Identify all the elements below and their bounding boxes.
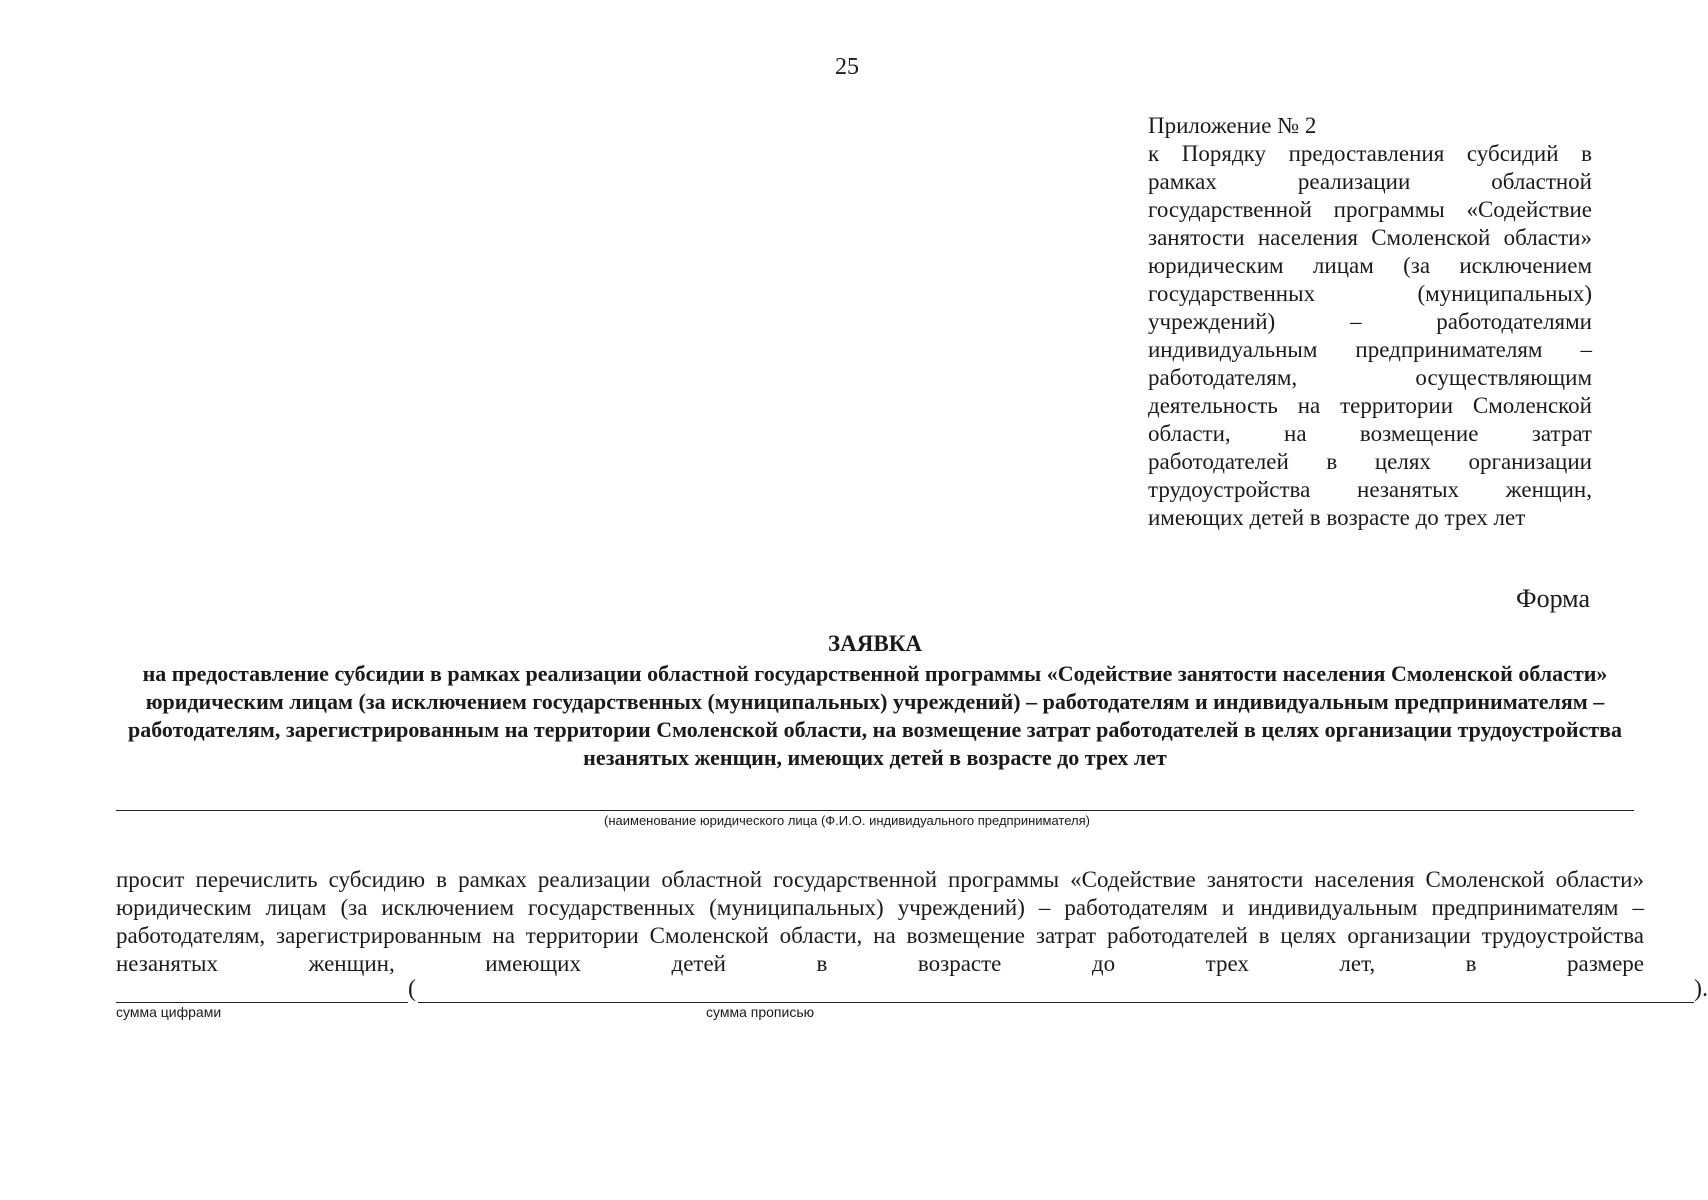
open-paren: ( <box>408 976 416 1002</box>
page-number: 25 <box>835 54 859 80</box>
applicant-name-caption: (наименование юридического лица (Ф.И.О. индивидуального предпринимателя) <box>604 813 1090 828</box>
sum-row <box>116 976 1708 1006</box>
sum-words-line[interactable] <box>418 1002 1694 1003</box>
sum-digits-line[interactable] <box>116 1002 408 1003</box>
heading-subtitle: на предоставление субсидии в рамках реализации областной государственной программы «Содействие занятости населения Смоленской области» юридическим лицам (за исключением государственных (муниципальных) учреждений) – работодателям и индивидуальным предпринимателям – работодателям, зарегистрированным на территории Смоленской области, на возмещение затрат работодателей в целях организации трудоустройства незанятых женщин, имеющих детей в возрасте до трех лет <box>127 661 1623 770</box>
appendix-block <box>1148 112 1592 532</box>
sum-digits-caption: сумма цифрами <box>116 1004 222 1020</box>
appendix-text: к Порядку предоставления субсидий в рамках реализации областной государственной программы «Содействие занятости населения Смоленской области» юридическим лицам (за исключением государственных (муниципальных) учреждений) – работодателями индивидуальным предпринимателям – работодателям, осуществляющим деятельность на территории Смоленской области, на возмещение затрат работодателей в целях организации трудоустройства незанятых женщин, имеющих детей в возрасте до трех лет <box>1148 141 1592 530</box>
request-paragraph: просит перечислить субсидию в рамках реализации областной государственной программы «Содействие занятости населения Смоленской области» юридическим лицам (за исключением государственных (муниципальных) учреждений) – работодателям и индивидуальным предпринимателям – работодателям, зарегистрированным на территории Смоленской области, на возмещение затрат работодателей в целях организации трудоустройства незанятых женщин, имеющих детей в возрасте до трех лет, в размере <box>116 867 1644 976</box>
sum-words-caption: сумма прописью <box>706 1004 815 1020</box>
document-heading <box>110 630 1640 772</box>
applicant-name-line[interactable] <box>116 810 1634 811</box>
close-paren: ). <box>1694 976 1708 1002</box>
heading-title: ЗАЯВКА <box>828 631 922 656</box>
form-label: Форма <box>1516 584 1590 613</box>
appendix-title: Приложение № 2 <box>1148 113 1317 138</box>
